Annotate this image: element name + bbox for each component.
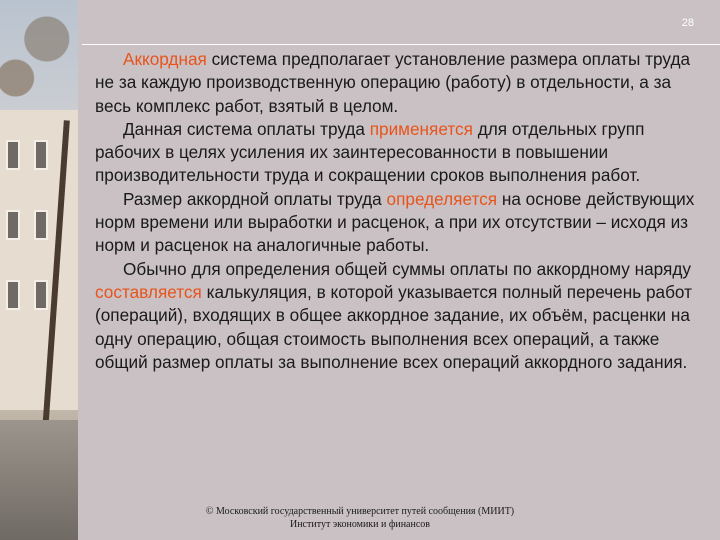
paragraph-1 bbox=[95, 48, 707, 118]
term-highlight: составляется bbox=[95, 281, 202, 302]
slide-body bbox=[95, 48, 707, 374]
building-window bbox=[34, 280, 48, 310]
paragraph-text: калькуляция, в которой указывается полный перечень работ (операций), входящих в общее аккордное задание, их объём, расценки на одну операцию, общая стоимость выполнения всех операций, а также общий размер оплаты за выполнение всех операций аккордного задания. bbox=[95, 281, 692, 372]
footer bbox=[150, 505, 570, 531]
building-window bbox=[34, 210, 48, 240]
header-divider bbox=[82, 44, 720, 45]
ground bbox=[0, 420, 78, 540]
paragraph-text: система предполагает установление размера оплаты труда не за каждую производственную операцию (работу) в отдельности, а за весь комплекс работ, взятый в целом. bbox=[95, 49, 691, 116]
footer-university: © Московский государственный университет путей сообщения (МИИТ) bbox=[205, 506, 515, 517]
decorative-photo bbox=[0, 0, 78, 540]
page-number: 28 bbox=[681, 17, 694, 29]
paragraph-text: для отдельных групп рабочих в целях усиления их заинтересованности в повышении производительности труда и сокращении сроков выполнения работ. bbox=[95, 118, 645, 186]
building-window bbox=[6, 280, 20, 310]
term-highlight: Аккордная bbox=[123, 49, 207, 69]
term-highlight: определяется bbox=[386, 188, 498, 209]
term-highlight: применяется bbox=[369, 118, 473, 139]
paragraph-text: Данная система оплаты труда bbox=[123, 118, 370, 139]
paragraph-text: Обычно для определения общей суммы оплаты по аккордному наряду bbox=[123, 258, 691, 279]
footer-institute: Институт экономики и финансов bbox=[289, 519, 431, 530]
paragraph-text: Размер аккордной оплаты труда bbox=[123, 188, 387, 209]
building-window bbox=[34, 140, 48, 170]
paragraph-2 bbox=[95, 118, 707, 188]
paragraph-text: на основе действующих норм времени или выработки и расценок, а при их отсутствии – исходя из норм и расценок на аналогичные работы. bbox=[95, 188, 695, 256]
paragraph-4 bbox=[95, 258, 707, 374]
building-window bbox=[6, 210, 20, 240]
building-window bbox=[6, 140, 20, 170]
paragraph-3 bbox=[95, 188, 707, 258]
